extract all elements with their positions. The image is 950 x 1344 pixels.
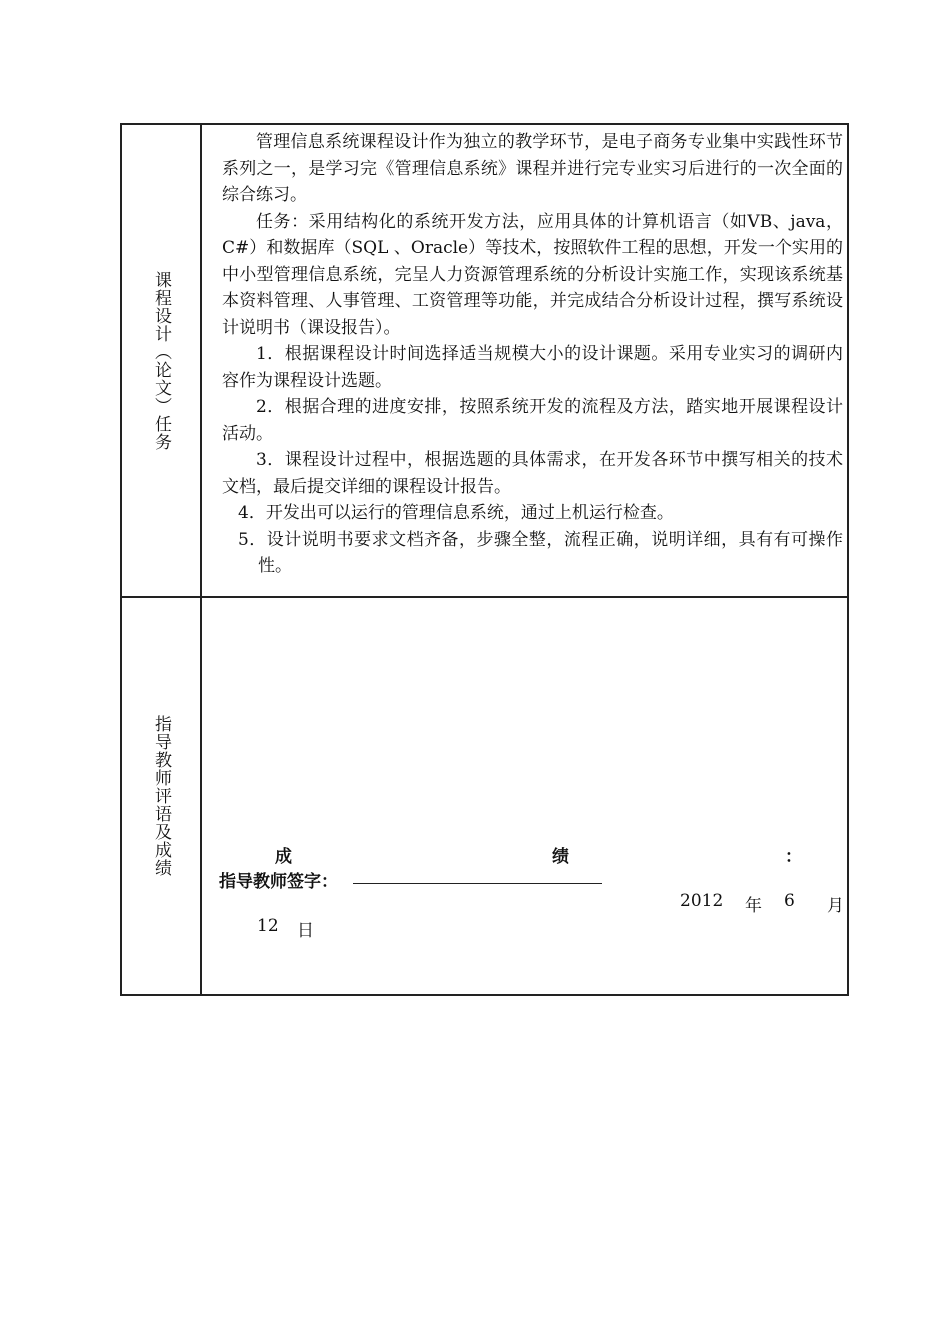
- grade-colon: ：: [785, 847, 802, 867]
- task-content-cell: [202, 125, 847, 596]
- grade-label-char1: 成: [275, 847, 292, 867]
- grade-label-char2: 绩: [552, 847, 569, 867]
- task-item-5: 5．设计说明书要求文档齐备，步骤全整，流程正确，说明详细，具有有可操作性。: [238, 529, 843, 576]
- eval-label: 指导教师评语及成绩: [151, 715, 171, 877]
- task-item-4: 4．开发出可以运行的管理信息系统，通过上机运行检查。: [238, 503, 674, 523]
- task-item-2: 2．根据合理的进度安排，按照系统开发的流程及方法，踏实地开展课程设计活动。: [222, 397, 843, 444]
- eval-label-cell: [122, 598, 202, 994]
- task-label: 课程设计（论文）任务: [151, 270, 171, 451]
- signature-label: 指导教师签字：: [219, 872, 338, 892]
- date-month: 6: [784, 891, 795, 911]
- course-design-form: [120, 123, 849, 996]
- date-month-unit: 月: [827, 896, 844, 916]
- task-item-1: 1．根据课程设计时间选择适当规模大小的设计课题。采用专业实习的调研内容作为课程设计选题。: [222, 344, 843, 391]
- task-row: [122, 125, 847, 596]
- task-label-cell: [122, 125, 202, 596]
- task-item-3: 3．课程设计过程中，根据选题的具体需求，在开发各环节中撰写相关的技术文档，最后提交详细的课程设计报告。: [222, 450, 843, 497]
- date-day-unit: 日: [297, 921, 314, 941]
- date-year: 2012: [680, 891, 724, 911]
- task-paragraph: 任务：采用结构化的系统开发方法，应用具体的计算机语言（如VB、java，C#）和数据库（SQL 、Oracle）等技术，按照软件工程的思想，开发一个实用的中小型管理信息系统，完呈人力资源管理系统的分析设计实施工作，实现该系统基本资料管理、人事管理、工资管理等功能，并完成结合分析设计过程，撰写系统设计说明书（课设报告）。: [222, 211, 843, 338]
- signature-line: [353, 883, 602, 884]
- task-text: [222, 129, 843, 580]
- eval-row: [122, 596, 847, 994]
- date-day: 12: [257, 916, 279, 936]
- date-year-unit: 年: [745, 896, 762, 916]
- intro-paragraph: 管理信息系统课程设计作为独立的教学环节，是电子商务专业集中实践性环节系列之一，是学习完《管理信息系统》课程并进行完专业实习后进行的一次全面的综合练习。: [222, 132, 843, 205]
